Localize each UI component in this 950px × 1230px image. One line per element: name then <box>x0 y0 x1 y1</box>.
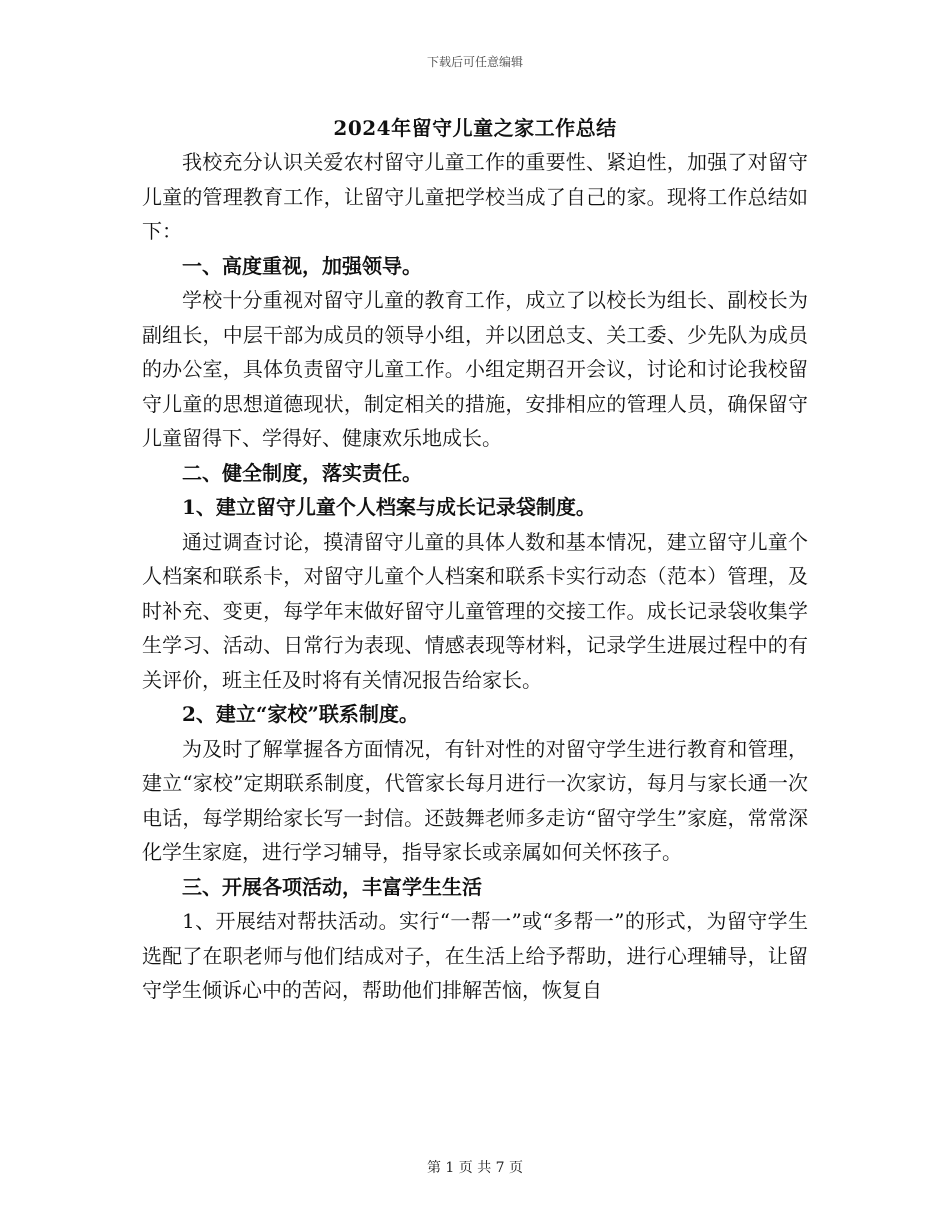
section-heading-1: 一、高度重视，加强领导。 <box>182 253 422 278</box>
subsection-heading-2-1: 1、建立留守儿童个人档案与成长记录袋制度。 <box>182 495 596 519</box>
body-paragraph: 1、开展结对帮扶活动。实行“一帮一”或“多帮一”的形式，为留守学生选配了在职老师与他们结成对子，在生活上给予帮助，进行心理辅导，让留守学生倾诉心中的苦闷，帮助他们排解苦恼，恢复自 <box>142 909 808 1002</box>
intro-paragraph: 我校充分认识关爱农村留守儿童工作的重要性、紧迫性，加强了对留守儿童的管理教育工作，让留守儿童把学校当成了自己的家。现将工作总结如下： <box>142 150 808 243</box>
section-heading-3: 三、开展各项活动，丰富学生生活 <box>182 874 482 899</box>
body-paragraph: 为及时了解掌握各方面情况，有针对性的对留守学生进行教育和管理，建立“家校”定期联系制度，代管家长每月进行一次家访，每月与家长通一次电话，每学期给家长写一封信。还鼓舞老师多走访“留守学生”家庭，常常深化学生家庭，进行学习辅导，指导家长或亲属如何关怀孩子。 <box>142 736 808 864</box>
section-heading-2: 二、健全制度，落实责任。 <box>182 460 422 485</box>
document-title: 2024年留守儿童之家工作总结 <box>333 116 617 140</box>
page-number: 第 1 页 共 7 页 <box>426 1160 524 1176</box>
document-body <box>142 145 808 1008</box>
body-paragraph: 学校十分重视对留守儿童的教育工作，成立了以校长为组长、副校长为副组长，中层干部为成员的领导小组，并以团总支、关工委、少先队为成员的办公室，具体负责留守儿童工作。小组定期召开会议，讨论和讨论我校留守儿童的思想道德现状，制定相关的措施，安排相应的管理人员，确保留守儿童留得下、学得好、健康欢乐地成长。 <box>142 288 808 450</box>
subsection-heading-2-2: 2、建立“家校”联系制度。 <box>182 702 419 726</box>
page-header-note: 下载后可任意编辑 <box>426 55 523 69</box>
body-paragraph: 通过调查讨论，摸清留守儿童的具体人数和基本情况，建立留守儿童个人档案和联系卡，对留守儿童个人档案和联系卡实行动态（范本）管理，及时补充、变更，每学年末做好留守儿童管理的交接工作。成长记录袋收集学生学习、活动、日常行为表现、情感表现等材料，记录学生进展过程中的有关评价，班主任及时将有关情况报告给家长。 <box>142 529 808 692</box>
